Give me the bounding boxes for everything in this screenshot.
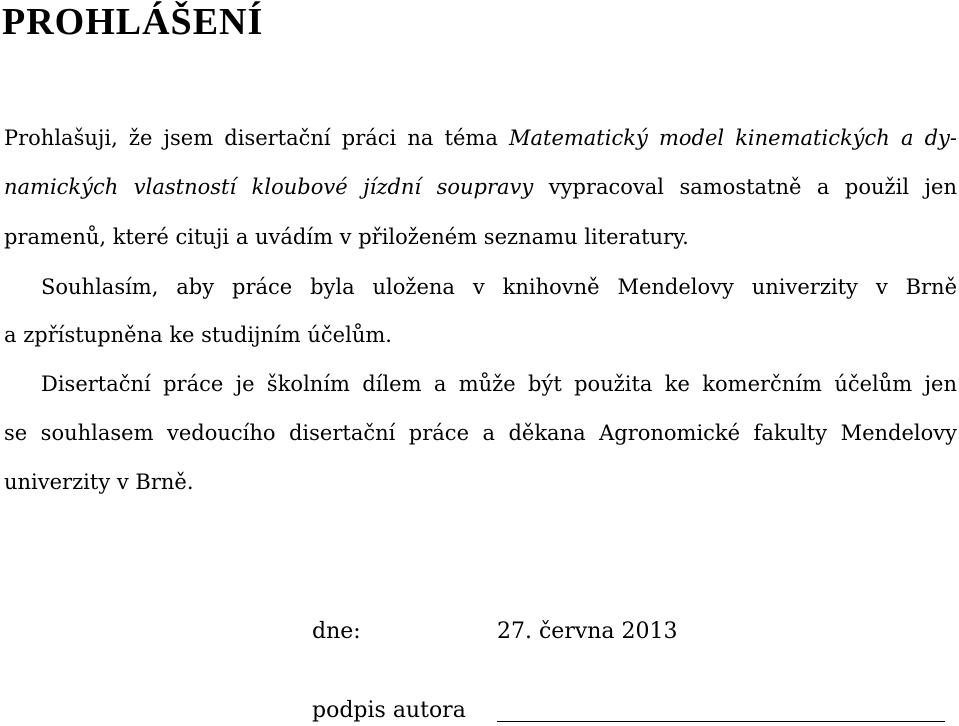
paragraph-3-line-2 — [4, 423, 957, 444]
page-title: PROHLÁŠENÍ — [2, 1, 264, 43]
p3-line2-text: se souhlasem vedoucího disertační práce a děkana Agronomické fakulty Mendelovy — [4, 421, 957, 445]
signature-label: podpis autora — [312, 698, 466, 723]
p1-line1-text: Prohlašuji, že jsem disertační práci na téma — [4, 126, 509, 150]
paragraph-1-line-2 — [4, 177, 957, 198]
paragraph-1-line-1 — [4, 128, 957, 149]
signature-line[interactable] — [497, 721, 945, 722]
date-value: 27. června 2013 — [497, 619, 678, 644]
p3-line1-text: Disertační práce je školním dílem a může být použita ke komerčním účelům jen — [41, 372, 957, 396]
paragraph-1-line-3: pramenů, které cituji a uvádím v přiloženém seznamu literatury. — [4, 225, 689, 249]
paragraph-3-line-3: univerzity v Brně. — [4, 470, 194, 494]
paragraph-2-line-2: a zpřístupněna ke studijním účelům. — [4, 323, 392, 347]
date-label: dne: — [312, 619, 361, 644]
thesis-title-part-2: namických vlastností kloubové jízdní soupravy — [4, 175, 534, 199]
paragraph-2-line-1 — [41, 277, 957, 298]
thesis-title-part-1: Matematický model kinematických a dy- — [508, 126, 958, 150]
p2-line1-text: Souhlasím, aby práce byla uložena v knihovně Mendelovy univerzity v Brně — [41, 275, 957, 299]
paragraph-3-line-1 — [41, 374, 957, 395]
p1-line2-text: vypracoval samostatně a použil jen — [533, 175, 957, 199]
